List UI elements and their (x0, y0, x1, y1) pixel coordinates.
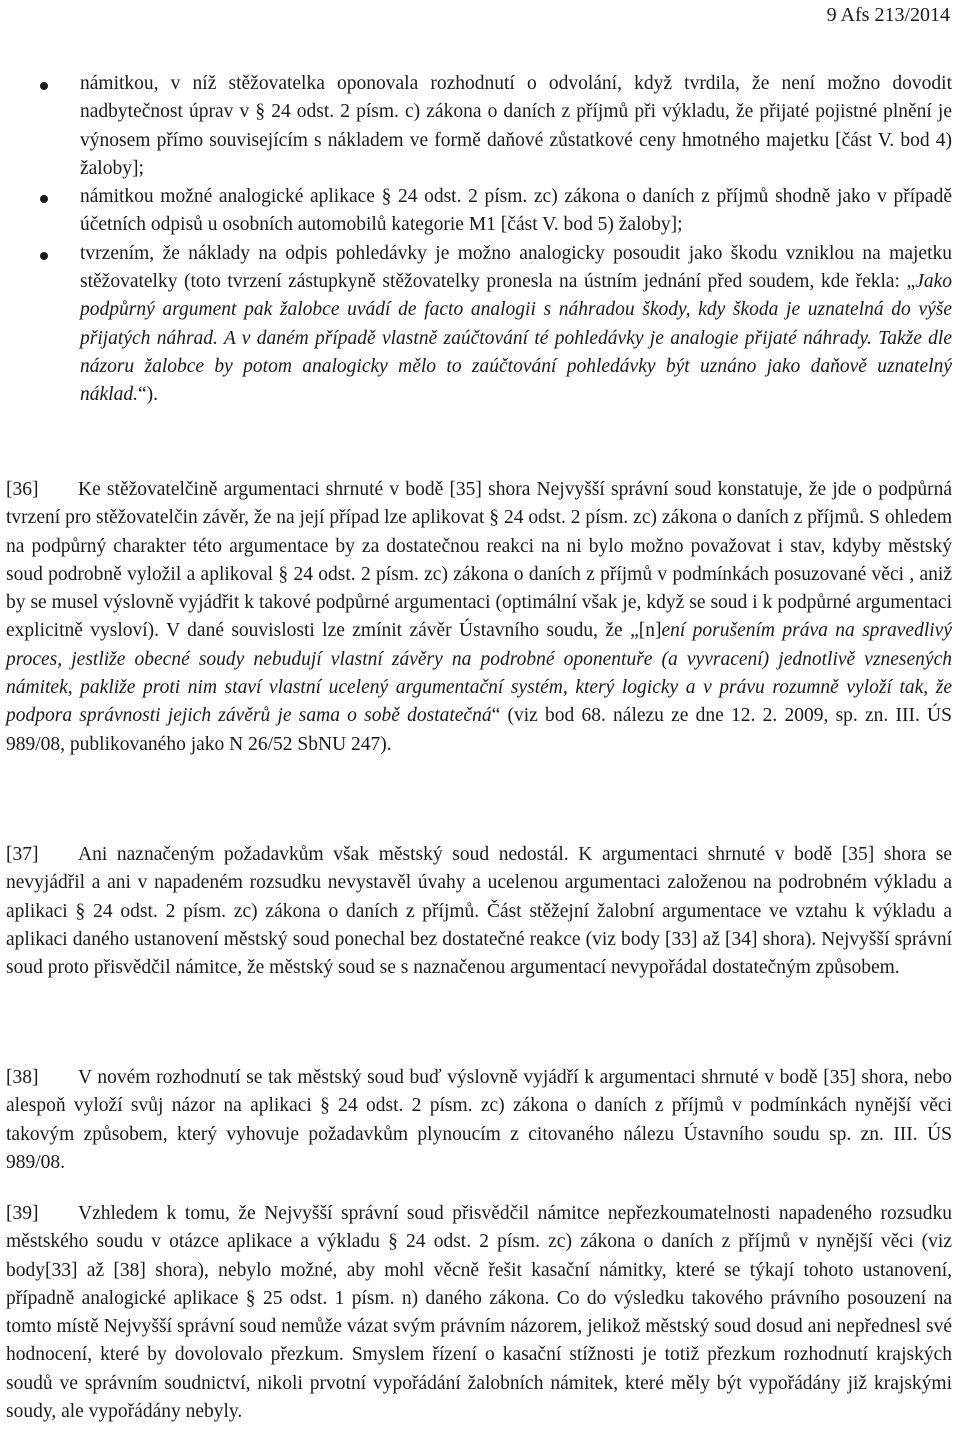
list-item (0, 70, 952, 183)
bullet-icon (40, 82, 48, 90)
bullet-icon (40, 252, 48, 260)
case-number-header: 9 Afs 213/2014 (826, 4, 950, 26)
list-item (0, 240, 952, 410)
hearing-quote: Jako podpůrný argument pak žalobce uvádí de facto analogii s náhradou škody, kdy škoda je uznatelná do výše přijatých náhrad. A v daném případě vlastně zaúčtování té pohledávky je analogie přijaté náhrady. Takže dle názoru žalobce by potom analogicky mělo to zaúčtování pohledávky být uznáno jako daňově uznatelný náklad. (80, 271, 952, 406)
constitutional-court-quote: ení porušením práva na spravedlivý proces, jestliže obecné soudy nebudují vlastní závěry na podrobné oponentuře (a vyvracení) jednotlivě vznesených námitek, pakliže proti nim staví vlastní ucelený argumentační systém, který logicky a v právu rozumně vyloží tak, že podpora správnosti jejich závěrů je sama o sobě dostatečná (6, 620, 952, 727)
objection-list (0, 70, 952, 410)
list-item (0, 183, 952, 240)
paragraph-number: [39] (6, 1203, 39, 1224)
bullet-icon (40, 195, 48, 203)
paragraph-text: Ke stěžovatelčině argumentaci shrnuté v bodě [35] shora Nejvyšší správní soud konstatuje, že jde o podpůrná tvrzení pro stěžovatelčin závěr, že na její případ lze aplikovat § 24 odst. 2 písm. zc) zákona o daních z příjmů. S ohledem na podpůrný charakter této argumentace by za dostatečnou reakci na ni bylo možno považovat i stav, kdyby městský soud podrobně vyložil a aplikoval § 24 odst. 2 písm. zc) zákona o daních z příjmů v podmínkách posuzované věci , aniž by se musel výslovně vyjádřit k takové podpůrné argumentaci (optimální však je, když se soud i k podpůrné argumentaci explicitně vysloví). V dané souvislosti lze zmínit závěr Ústavního soudu, že „[n] (6, 479, 952, 642)
paragraph-text-end: “ (viz bod 68. nálezu ze dne 12. 2. 2009, sp. zn. III. ÚS 989/08, publikovaného jako N 26/52 SbNU 247). (6, 705, 952, 755)
paragraph-36 (6, 476, 952, 759)
list-item-text: námitkou možné analogické aplikace § 24 odst. 2 písm. zc) zákona o daních z příjmů shodně jako v případě účetních odpisů u osobních automobilů kategorie M1 [část V. bod 5) žaloby]; (80, 186, 952, 236)
paragraph-number: [36] (6, 479, 39, 500)
paragraph-38 (6, 1064, 952, 1177)
paragraph-text: V novém rozhodnutí se tak městský soud buď výslovně vyjádří k argumentaci shrnuté v bodě [35] shora, nebo alespoň vyloží svůj názor na aplikaci § 24 odst. 2 písm. zc) zákona o daních z příjmů v podmínkách nynější věci takovým způsobem, který vyhovuje požadavkům plynoucím z citovaného nálezu Ústavního soudu sp. zn. III. ÚS 989/08. (6, 1067, 952, 1173)
list-item-text-end: “). (137, 384, 158, 406)
list-item-text: námitkou, v níž stěžovatelka oponovala rozhodnutí o odvolání, když tvrdila, že není možno dovodit nadbytečnost úprav v § 24 odst. 2 písm. c) zákona o daních z příjmů při výkladu, že přijaté pojistné plnění je výnosem přímo souvisejícím s nákladem ve formě daňové zůstatkové ceny hmotného majetku [část V. bod 4) žaloby]; (80, 73, 952, 179)
paragraph-39 (6, 1200, 952, 1426)
paragraph-text: Ani naznačeným požadavkům však městský soud nedostál. K argumentaci shrnuté v bodě [35] shora se nevyjádřil a ani v napadeném rozsudku nevystavěl úvahy a ucelenou argumentaci založenou na podrobném výkladu a aplikaci § 24 odst. 2 písm. zc) zákona o daních z příjmů. Část stěžejní žalobní argumentace ve vztahu k výkladu a aplikaci daného ustanovení městský soud ponechal bez dostatečné reakce (viz body [33] až [34] shora). Nejvyšší správní soud proto přisvědčil námitce, že městský soud se s naznačenou argumentací nevypořádal dostatečným způsobem. (6, 844, 952, 979)
paragraph-number: [38] (6, 1067, 39, 1088)
paragraph-37 (6, 841, 952, 982)
paragraph-number: [37] (6, 844, 39, 865)
paragraph-text: Vzhledem k tomu, že Nejvyšší správní soud přisvědčil námitce nepřezkoumatelnosti napadeného rozsudku městského soudu v otázce aplikace a výkladu § 24 odst. 2 písm. zc) zákona o daních z příjmů v nynější věci (viz body[33] až [38] shora), nebylo možné, aby mohl věcně řešit kasační námitky, které se týkají tohoto ustanovení, případně analogické aplikace § 25 odst. 1 písm. n) daného zákona. Co do výsledku takového právního posouzení na tomto místě Nejvyšší správní soud nemůže vázat svým právním názorem, jelikož městský soud dosud ani nepřednesl své hodnocení, které by dovolovalo přezkum. Smyslem řízení o kasační stížnosti je totiž přezkum rozhodnutí krajských soudů ve správním soudnictví, nikoli prvotní vypořádání žalobních námitek, které měly být vypořádány již krajskými soudy, ale vypořádány nebyly. (6, 1203, 952, 1423)
list-item-text: tvrzením, že náklady na odpis pohledávky je možno analogicky posoudit jako škodu vzniklou na majetku stěžovatelky (toto tvrzení zástupkyně stěžovatelky pronesla na ústním jednání před soudem, kde řekla: „ (80, 242, 952, 293)
